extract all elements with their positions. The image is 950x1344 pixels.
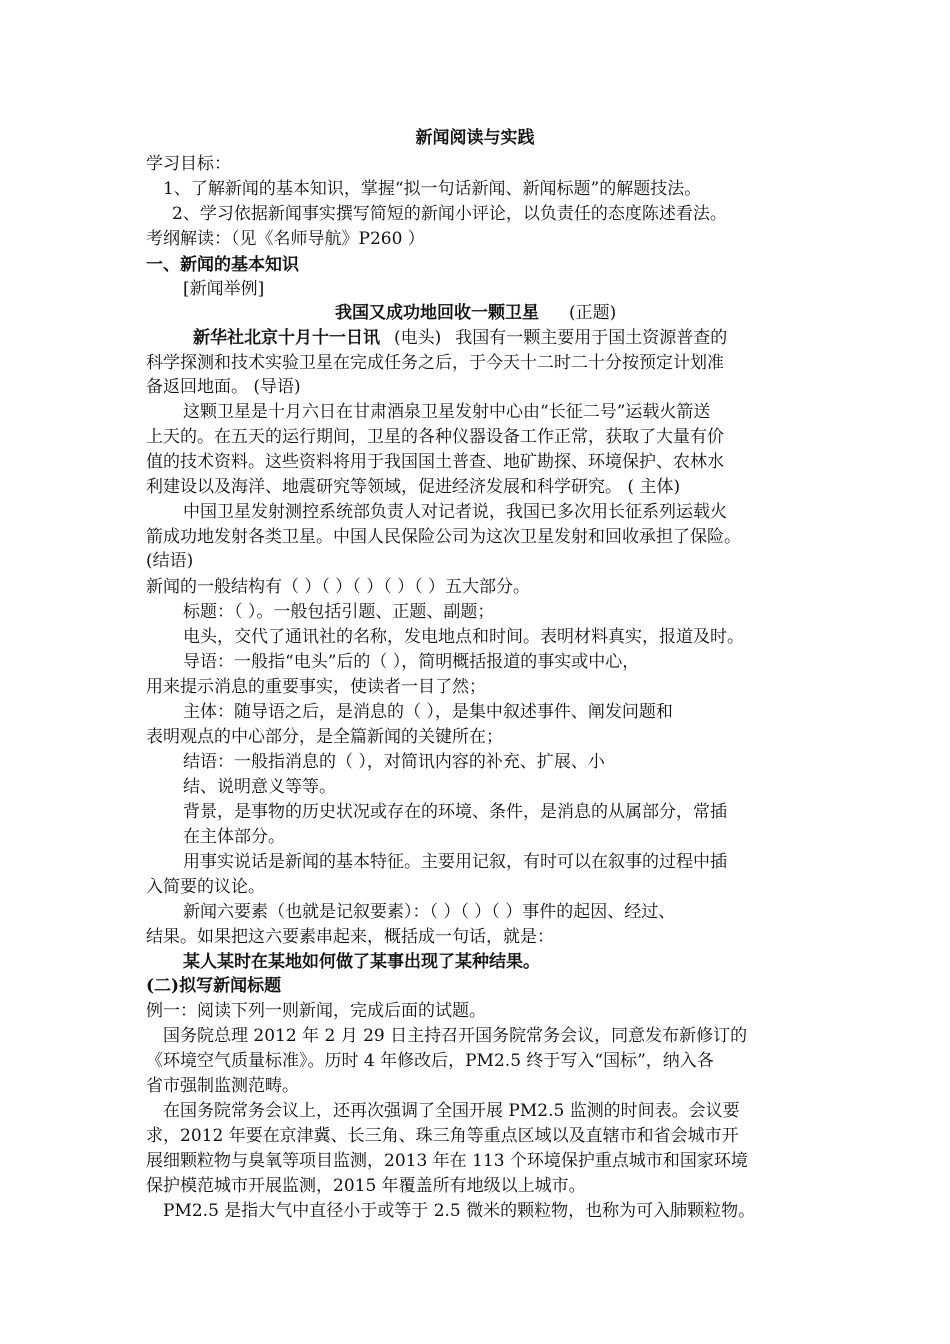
document-title: 新闻阅读与实践 [415, 128, 535, 148]
six-elements-line-2: 结果。如果把这六要素串起来，概括成一句话，就是： [146, 927, 554, 947]
term-fact-line-2: 入简要的议论。 [146, 877, 265, 897]
article-p3-line-1: PM2.5 是指大气中直径小于或等于 2.5 微米的颗粒物，也称为可入肺颗粒物。 [163, 1201, 756, 1221]
term-body-line-1: 主体：随导语之后，是消息的（ ），是集中叙述事件、阐发问题和 [183, 702, 673, 722]
news-body-line-1: 这颗卫星是十月六日在甘肃酒泉卫星发射中心由“长征二号”运载火箭送 [183, 402, 711, 422]
term-lead-line-2: 用来提示消息的重要事实，使读者一目了然； [146, 677, 486, 697]
news-lead-line-1: 我国有一颗主要用于国土资源普查的 [455, 328, 728, 348]
term-ending-line-2: 结、说明意义等等。 [183, 777, 336, 797]
news-headline-tag: (正题) [569, 303, 617, 323]
news-lead-line-2: 科学探测和技术实验卫星在完成任务之后，于今天十二时二十分按预定计划准 [146, 353, 724, 373]
goal-item-1: 1、了解新闻的基本知识，掌握“拟一句话新闻、新闻标题”的解题技法。 [163, 179, 702, 199]
article-p2-line-1: 在国务院常务会议上，还再次强调了全国开展 PM2.5 监测的时间表。会议要 [163, 1101, 740, 1121]
term-background-line-1: 背景，是事物的历史状况或存在的环境、条件，是消息的从属部分，常插 [183, 802, 727, 822]
example-tag: [新闻举例] [183, 279, 265, 299]
article-p2-line-3: 展细颗粒物与臭氧等项目监测，2013 年在 113 个环境保护重点城市和国家环境 [146, 1151, 748, 1171]
news-lead-line-3: 备返回地面。 (导语) [146, 377, 301, 397]
term-background-line-2: 在主体部分。 [183, 827, 285, 847]
article-p2-line-2: 求，2012 年要在京津冀、长三角、珠三角等重点区域以及直辖市和省会城市开 [146, 1126, 739, 1146]
goal-heading: 学习目标： [146, 154, 231, 174]
news-ending-line-3: (结语) [146, 551, 194, 571]
news-body-line-4: 利建设以及海洋、地震研究等领域，促进经济发展和科学研究。 ( 主体) [146, 477, 681, 497]
news-ending-line-1: 中国卫星发射测控系统部负责人对记者说，我国已多次用长征系列运载火 [183, 502, 727, 522]
news-headline [335, 302, 616, 324]
term-dateline: 电头，交代了通讯社的名称，发电地点和时间。表明材料真实，报道及时。 [183, 627, 744, 647]
article-p1-line-1: 国务院总理 2012 年 2 月 29 日主持召开国务院常务会议，同意发布新修订的 [163, 1026, 748, 1046]
section-heading-2: (二)拟写新闻标题 [146, 976, 282, 996]
news-body-line-2: 上天的。在五天的运行期间，卫星的各种仪器设备工作正常，获取了大量有价 [146, 427, 724, 447]
term-body-line-2: 表明观点的中心部分，是全篇新闻的关键所在； [146, 727, 503, 747]
news-headline-text: 我国又成功地回收一颗卫星 [335, 303, 539, 323]
six-elements-summary: 某人某时在某地如何做了某事出现了某种结果。 [183, 952, 540, 972]
term-ending-line-1: 结语：一般指消息的（ ），对简讯内容的补充、扩展、小 [183, 752, 605, 772]
example-1-prompt: 例一：阅读下列一则新闻，完成后面的试题。 [146, 1001, 486, 1021]
six-elements-line-1: 新闻六要素（也就是记叙要素）：（ ）（ ）（ ）事件的起因、经过、 [183, 902, 676, 922]
goal-item-2: 2、学习依据新闻事实撰写简短的新闻小评论，以负责任的态度陈述看法。 [172, 204, 727, 224]
structure-question: 新闻的一般结构有（ ）（ ）（ ）（ ）（ ）五大部分。 [146, 577, 531, 597]
term-fact-line-1: 用事实说话是新闻的基本特征。主要用记叙，有时可以在叙事的过程中插 [183, 852, 727, 872]
outline-reference: 考纲解读：（见《名师导航》P260 ） [146, 229, 425, 249]
article-p1-line-3: 省市强制监测范畴。 [146, 1076, 299, 1096]
news-ending-line-2: 箭成功地发射各类卫星。中国人民保险公司为这次卫星发射和回收承担了保险。 [146, 527, 741, 547]
section-heading-1: 一、新闻的基本知识 [146, 255, 299, 275]
article-p2-line-4: 保护模范城市开展监测，2015 年覆盖所有地级以上城市。 [146, 1176, 586, 1196]
term-lead-line-1: 导语：一般指“电头”后的（ ），简明概括报道的事实或中心， [183, 652, 640, 672]
term-title: 标题：（ ）。一般包括引题、正题、副题； [183, 602, 495, 622]
news-body-line-3: 值的技术资料。这些资料将用于我国国土普查、地矿勘探、环境保护、农林水 [146, 452, 724, 472]
news-dateline: 新华社北京十月十一日讯 [193, 328, 380, 348]
article-p1-line-2: 《环境空气质量标准》。历时 4 年修改后，PM2.5 终于写入“国标”，纳入各 [146, 1051, 714, 1071]
news-dateline-line [193, 327, 727, 349]
news-dateline-tag: (电头) [394, 328, 442, 348]
